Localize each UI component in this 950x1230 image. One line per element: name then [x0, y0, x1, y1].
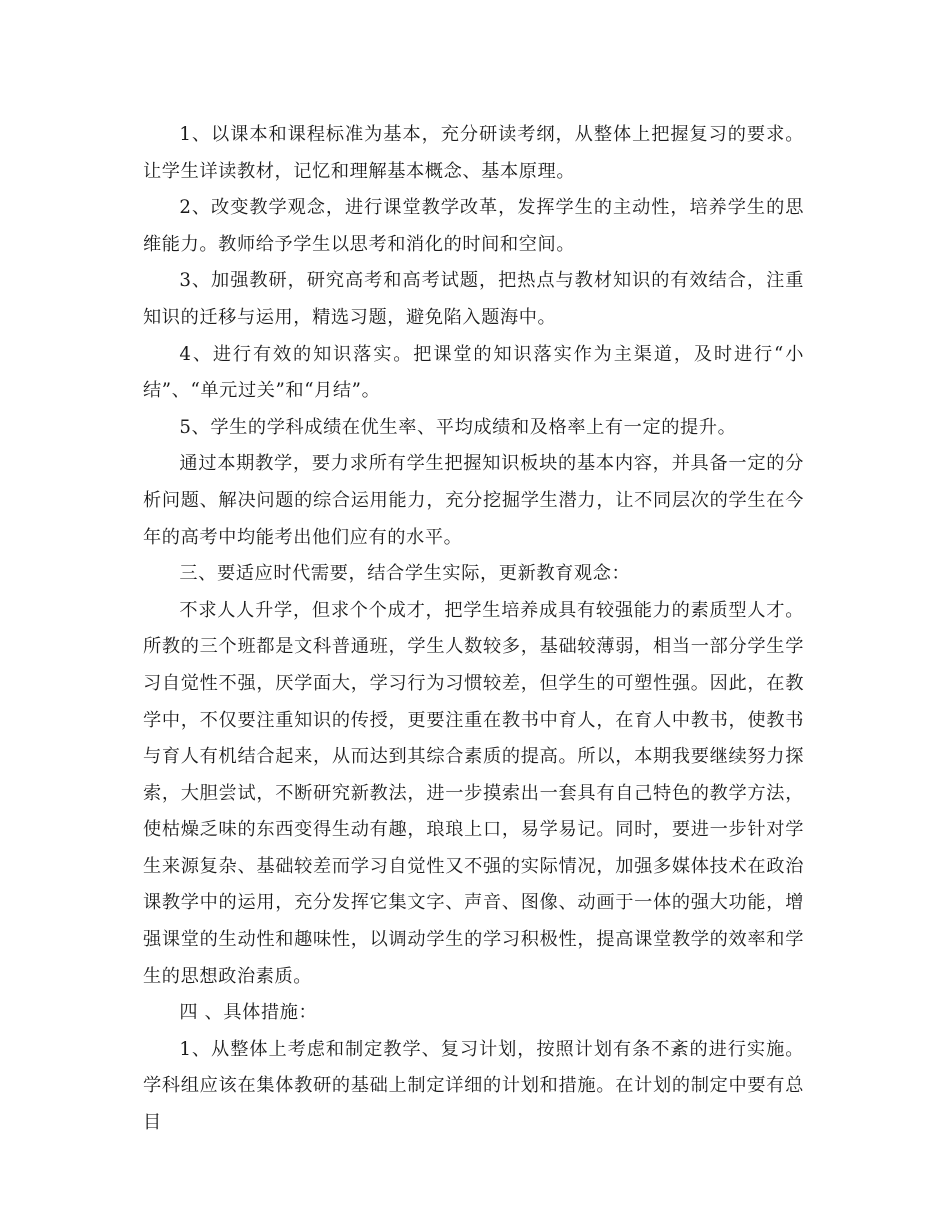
paragraph-education-philosophy: 不求人人升学，但求个个成才，把学生培养成具有较强能力的素质型人才。所教的三个班都是文科普通班，学生人数较多，基础较薄弱，相当一部分学生学习自觉性不强，厌学面大，学习行为习惯较差，但学生的可塑性强。因此，在教学中，不仅要注重知识的传授，更要注重在教书中育人，在育人中教书，使教书与育人有机结合起来，从而达到其综合素质的提高。所以，本期我要继续努力探索，大胆尝试，不断研究新教法，进一步摸索出一套具有自己特色的教学方法，使枯燥乏味的东西变得生动有趣，琅琅上口，易学易记。同时，要进一步针对学生来源复杂、基础较差而学习自觉性又不强的实际情况，加强多媒体技术在政治课教学中的运用，充分发挥它集文字、声音、图像、动画于一体的强大功能，增强课堂的生动性和趣味性，以调动学生的学习积极性，提高课堂教学的效率和学生的思想政治素质。	[143, 599, 804, 987]
paragraph-review-basics: 1、以课本和课程标准为基本，充分研读考纲，从整体上把握复习的要求。让学生详读教材，记忆和理解基本概念、基本原理。	[143, 124, 804, 182]
paragraph-teaching-reform: 2、改变教学观念，进行课堂教学改革，发挥学生的主动性，培养学生的思维能力。教师给予学生以思考和消化的时间和空间。	[143, 197, 804, 255]
section-heading-four: 四 、具体措施：	[179, 1002, 318, 1024]
section-heading-three: 三、要适应时代需要，结合学生实际，更新教育观念：	[179, 563, 631, 585]
paragraph-term-goal: 通过本期教学，要力求所有学生把握知识板块的基本内容，并具备一定的分析问题、解决问题的综合运用能力，充分挖掘学生潜力，让不同层次的学生在今年的高考中均能考出他们应有的水平。	[143, 453, 804, 548]
document-body	[143, 117, 804, 1142]
paragraph-exam-research: 3、加强教研，研究高考和高考试题，把热点与教材知识的有效结合，注重知识的迁移与运用，精选习题，避免陷入题海中。	[143, 270, 804, 328]
paragraph-score-improvement: 5、学生的学科成绩在优生率、平均成绩和及格率上有一定的提升。	[179, 416, 737, 438]
paragraph-planning-measures: 1、从整体上考虑和制定教学、复习计划，按照计划有条不紊的进行实施。学科组应该在集体教研的基础上制定详细的计划和措施。在计划的制定中要有总目	[143, 1038, 804, 1134]
paragraph-knowledge-implementation: 4、进行有效的知识落实。把课堂的知识落实作为主渠道，及时进行“小结”、“单元过关”和“月结”。	[143, 343, 804, 402]
